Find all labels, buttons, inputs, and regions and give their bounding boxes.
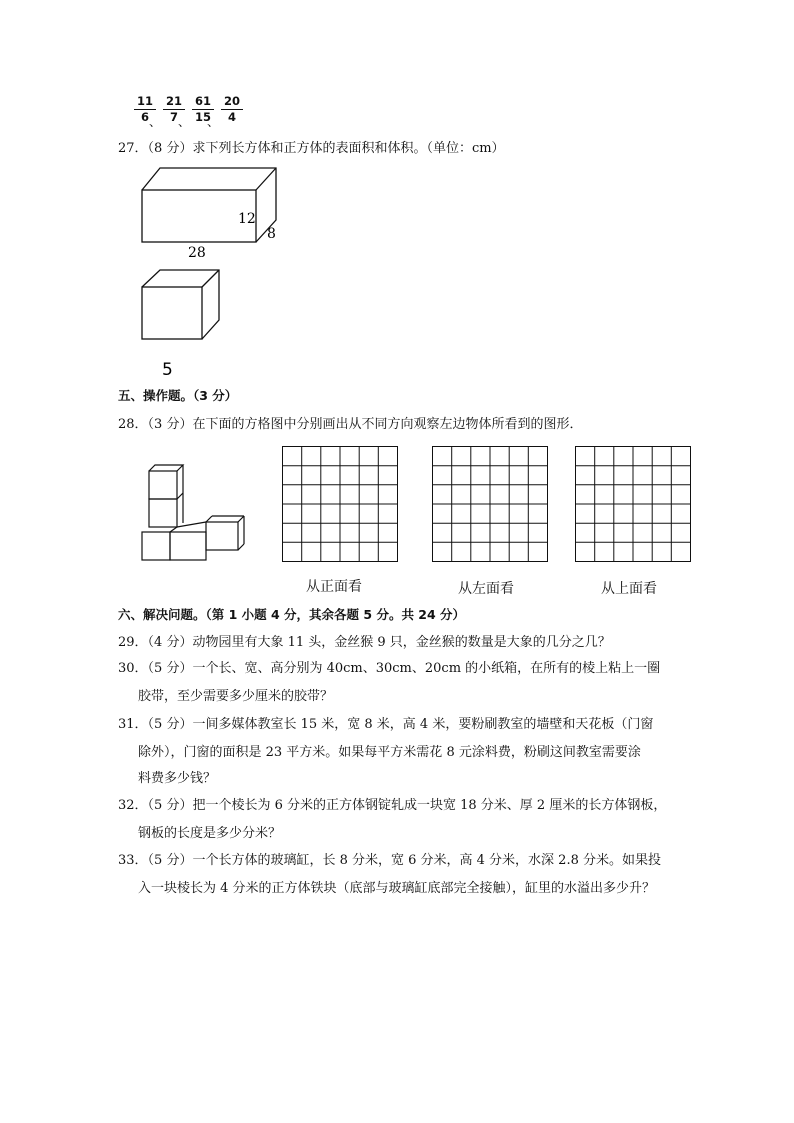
cuboid-drawing <box>142 168 276 242</box>
fraction-denominator: 15 <box>194 110 211 124</box>
question-30-line-1: 30．（5 分）一个长、宽、高分别为 40cm、30cm、20cm 的小纸箱，在所有的棱上粘上一圈 <box>118 661 661 676</box>
fraction-numerator: 61 <box>194 94 211 108</box>
question-27-text: 27．（8 分）求下列长方体和正方体的表面积和体积。（单位：cm） <box>118 141 505 156</box>
question-33-line-1: 33．（5 分）一个长方体的玻璃缸，长 8 分米，宽 6 分米，高 4 分米，水深 2.8 分米。如果投 <box>118 853 661 868</box>
grid-front-view[interactable] <box>282 446 399 563</box>
cube-drawing <box>142 270 219 339</box>
cuboid-height-label: 12 <box>238 211 256 227</box>
fraction-denominator: 4 <box>227 110 236 124</box>
fraction-numerator: 21 <box>165 94 182 108</box>
separator: 、 <box>207 115 220 129</box>
fraction-numerator: 11 <box>136 94 153 108</box>
grid-top-view[interactable] <box>575 446 692 563</box>
question-32-line-1: 32．（5 分）把一个棱长为 6 分米的正方体钢锭轧成一块宽 18 分米、厚 2 厘米的长方体钢板， <box>118 798 667 813</box>
fraction-4 <box>221 95 243 124</box>
fraction-numerator: 20 <box>223 94 240 108</box>
caption-left-view: 从左面看 <box>458 581 514 597</box>
caption-front-view: 从正面看 <box>306 579 362 595</box>
fraction-denominator: 6 <box>140 110 149 124</box>
cuboid-length-label: 28 <box>188 245 206 261</box>
question-32-line-2: 钢板的长度是多少分米？ <box>138 826 282 841</box>
section-6-title: 六、解决问题。（第 1 小题 4 分，其余各题 5 分。共 24 分） <box>118 607 466 622</box>
separator: 、 <box>178 115 191 129</box>
stacked-cubes-figure <box>136 460 246 565</box>
fraction-denominator: 7 <box>169 110 178 124</box>
question-31-line-3: 料费多少钱？ <box>138 771 217 786</box>
cube-edge-label: 5 <box>162 360 173 375</box>
question-31-line-1: 31．（5 分）一间多媒体教室长 15 米，宽 8 米，高 4 米，要粉刷教室的墙壁和天花板（门窗 <box>118 717 654 732</box>
question-30-line-2: 胶带，至少需要多少厘米的胶带？ <box>138 689 334 704</box>
separator: 、 <box>149 115 162 129</box>
question-31-line-2: 除外），门窗的面积是 23 平方米。如果每平方米需花 8 元涂料费，粉刷这间教室需要涂 <box>138 745 641 760</box>
section-5-title: 五、操作题。（3 分） <box>118 388 238 403</box>
cuboid-width-label: 8 <box>267 226 276 242</box>
solids-figure <box>130 160 290 375</box>
question-29-text: 29．（4 分）动物园里有大象 11 头，金丝猴 9 只，金丝猴的数量是大象的几分之几？ <box>118 635 611 650</box>
grid-left-view[interactable] <box>432 446 549 563</box>
caption-top-view: 从上面看 <box>601 581 657 597</box>
question-28-text: 28．（3 分）在下面的方格图中分别画出从不同方向观察左边物体所看到的图形． <box>118 417 583 432</box>
question-33-line-2: 入一块棱长为 4 分米的正方体铁块（底部与玻璃缸底部完全接触），缸里的水溢出多少升？ <box>138 881 656 896</box>
